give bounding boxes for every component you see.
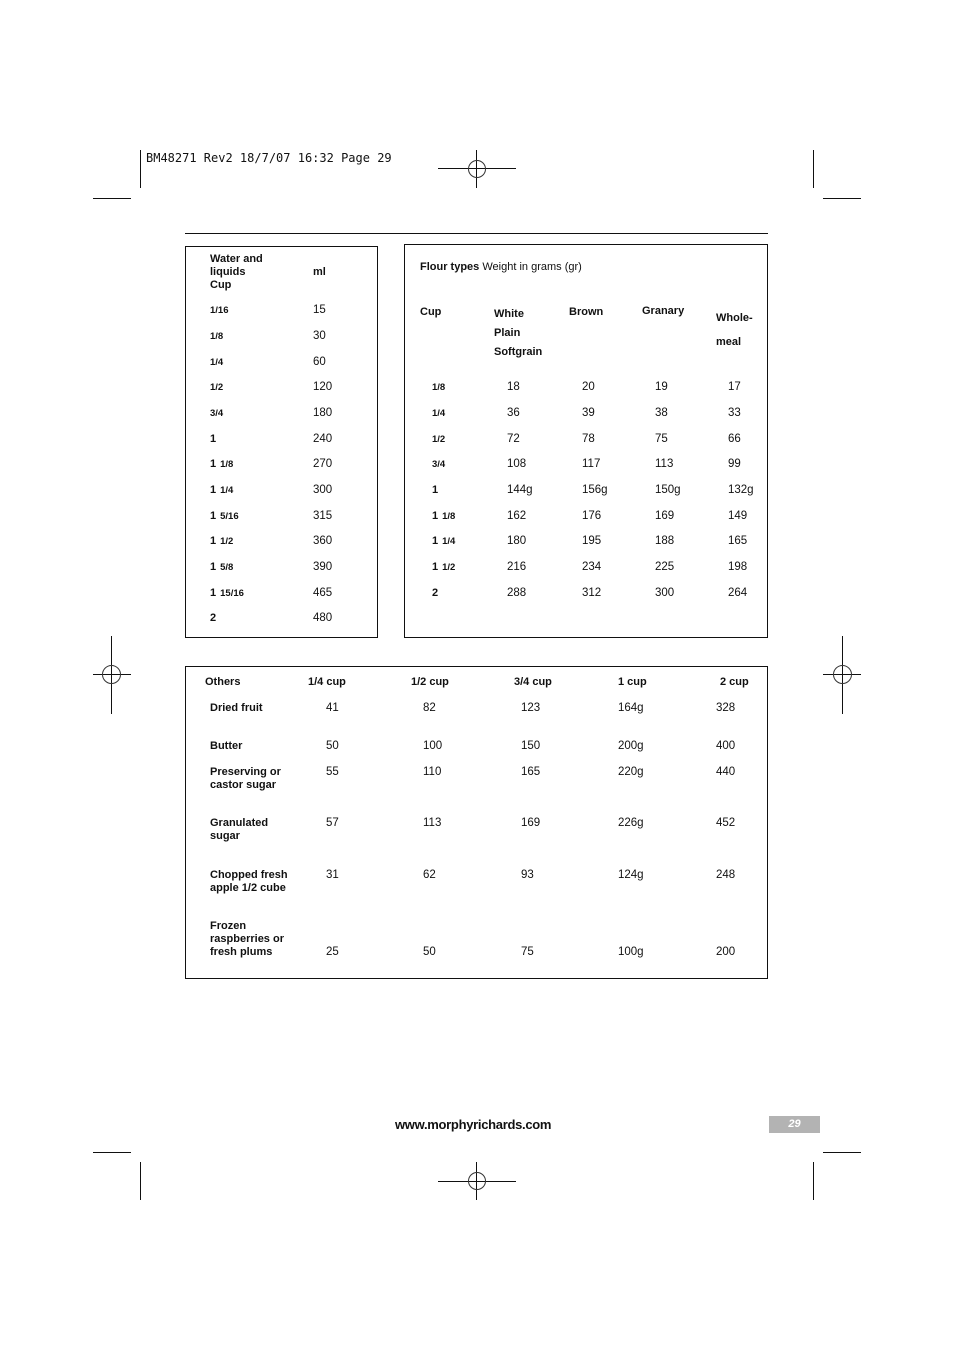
ingredient-value: 55 — [326, 766, 339, 778]
ingredient-value: 31 — [326, 869, 339, 881]
flour-header-line: Softgrain — [494, 346, 543, 358]
registration-mark-right — [823, 636, 861, 714]
crop-mark — [140, 150, 141, 188]
cup-measure — [210, 304, 229, 317]
cup-whole: 1 — [432, 535, 439, 547]
flour-granary-value: 225 — [655, 561, 675, 573]
cup-fraction: 3/4 — [210, 408, 224, 419]
cup-measure — [210, 510, 239, 523]
ingredient-value: 100g — [618, 946, 644, 958]
ingredient-value: 75 — [521, 946, 534, 958]
ingredient-label — [210, 817, 268, 843]
cup-fraction: 1/8 — [220, 459, 234, 470]
ingredient-value: 452 — [716, 817, 736, 829]
flour-wholemeal-value: 33 — [728, 407, 741, 419]
ingredient-value: 82 — [423, 702, 436, 714]
flour-wholemeal-value: 149 — [728, 510, 748, 522]
cup-measure — [210, 381, 223, 394]
crop-mark — [93, 1152, 131, 1153]
ingredient-label-line: Granulated — [210, 817, 269, 829]
flour-wholemeal-value: 99 — [728, 458, 741, 470]
flour-wholemeal-value: 17 — [728, 381, 741, 393]
ingredient-label-line: apple 1/2 cube — [210, 882, 286, 894]
liquids-header-line: liquids — [210, 266, 246, 278]
flour-granary-value: 169 — [655, 510, 675, 522]
ml-value: 390 — [313, 561, 333, 573]
ml-value: 300 — [313, 484, 333, 496]
ingredient-value: 150 — [521, 740, 541, 752]
ingredient-value: 62 — [423, 869, 436, 881]
ingredient-value: 165 — [521, 766, 541, 778]
flour-header-line: Whole- — [716, 312, 753, 324]
crop-mark — [823, 198, 861, 199]
ml-value: 315 — [313, 510, 333, 522]
ingredient-value: 248 — [716, 869, 736, 881]
cup-measure — [432, 407, 445, 420]
flour-wholemeal-value: 66 — [728, 433, 741, 445]
cup-fraction: 1/16 — [210, 305, 229, 316]
cup-measure — [210, 535, 233, 548]
liquids-header-ml: ml — [313, 266, 326, 278]
ingredient-label — [210, 740, 242, 753]
flour-header-white — [494, 305, 542, 362]
ingredient-label-line: Preserving or — [210, 766, 281, 778]
cup-whole: 2 — [432, 587, 439, 599]
ingredient-value: 164g — [618, 702, 644, 714]
flour-granary-value: 75 — [655, 433, 668, 445]
flour-brown-value: 117 — [582, 458, 601, 470]
flour-brown-value: 20 — [582, 381, 595, 393]
flour-granary-value: 150g — [655, 484, 681, 496]
crop-mark — [140, 1162, 141, 1200]
cup-measure — [432, 484, 442, 497]
flour-white-value: 180 — [507, 535, 527, 547]
registration-mark-left — [93, 636, 131, 714]
flour-title — [420, 261, 582, 274]
cup-measure — [210, 561, 233, 574]
ingredient-value: 41 — [326, 702, 339, 714]
flour-white-value: 36 — [507, 407, 520, 419]
ingredient-label-line: Butter — [210, 740, 243, 752]
ingredient-label-line: Chopped fresh — [210, 869, 288, 881]
cup-whole: 1 — [432, 484, 439, 496]
cup-fraction: 1/4 — [432, 408, 446, 419]
ingredient-value: 93 — [521, 869, 534, 881]
ml-value: 270 — [313, 458, 333, 470]
cup-measure — [432, 458, 445, 471]
cup-measure — [210, 484, 233, 497]
cup-whole: 1 — [210, 433, 217, 445]
flour-title-bold: Flour types — [420, 261, 480, 273]
ml-value: 240 — [313, 433, 333, 445]
ingredient-value: 123 — [521, 702, 541, 714]
flour-white-value: 18 — [507, 381, 520, 393]
crop-mark — [93, 198, 131, 199]
flour-brown-value: 78 — [582, 433, 595, 445]
cup-fraction: 1/2 — [220, 536, 234, 547]
cup-whole: 1 — [210, 535, 217, 547]
print-slug: BM48271 Rev2 18/7/07 16:32 Page 29 — [146, 151, 392, 165]
others-header-col: 1 cup — [618, 676, 647, 688]
cup-whole: 1 — [432, 510, 439, 522]
cup-fraction: 1/8 — [432, 382, 446, 393]
flour-brown-value: 312 — [582, 587, 602, 599]
flour-header-line: meal — [716, 336, 742, 348]
liquids-header-line: Water and — [210, 253, 263, 265]
ingredient-label-line: Frozen — [210, 920, 247, 932]
ingredient-label-line: sugar — [210, 830, 240, 842]
others-header-col: 2 cup — [720, 676, 749, 688]
ingredient-value: 57 — [326, 817, 339, 829]
cup-fraction: 3/4 — [432, 459, 446, 470]
ingredient-value: 200g — [618, 740, 644, 752]
cup-measure — [432, 587, 442, 600]
cup-fraction: 5/8 — [220, 562, 234, 573]
cup-measure — [210, 612, 220, 625]
crop-mark — [813, 1162, 814, 1200]
flour-white-value: 216 — [507, 561, 527, 573]
ingredient-value: 169 — [521, 817, 541, 829]
flour-granary-value: 300 — [655, 587, 675, 599]
ml-value: 480 — [313, 612, 333, 624]
flour-brown-value: 156g — [582, 484, 608, 496]
cup-measure — [432, 561, 455, 574]
ingredient-label — [210, 766, 281, 792]
ingredient-value: 226g — [618, 817, 644, 829]
ingredient-label-line: castor sugar — [210, 779, 277, 791]
website-url[interactable]: www.morphyrichards.com — [395, 1117, 552, 1132]
flour-white-value: 162 — [507, 510, 527, 522]
ingredient-value: 110 — [423, 766, 442, 778]
ingredient-label-line: Dried fruit — [210, 702, 263, 714]
cup-fraction: 1/2 — [442, 562, 456, 573]
ingredient-label-line: fresh plums — [210, 946, 273, 958]
cup-fraction: 1/4 — [442, 536, 456, 547]
flour-header-line: White — [494, 308, 524, 320]
cup-measure — [432, 381, 445, 394]
ingredient-value: 440 — [716, 766, 736, 778]
flour-white-value: 144g — [507, 484, 533, 496]
liquids-header-label — [210, 253, 263, 292]
flour-wholemeal-value: 198 — [728, 561, 748, 573]
others-header-col: 1/4 cup — [308, 676, 346, 688]
cup-fraction: 1/2 — [210, 382, 224, 393]
cup-whole: 1 — [432, 561, 439, 573]
ingredient-label-line: raspberries or — [210, 933, 284, 945]
page-number-badge — [769, 1116, 820, 1133]
flour-wholemeal-value: 132g — [728, 484, 754, 496]
ml-value: 60 — [313, 356, 326, 368]
cup-fraction: 1/8 — [442, 511, 456, 522]
flour-granary-value: 19 — [655, 381, 668, 393]
ingredient-value: 50 — [423, 946, 436, 958]
ingredient-value: 50 — [326, 740, 339, 752]
flour-header-brown: Brown — [569, 306, 604, 318]
others-header-label: Others — [205, 676, 241, 688]
ingredient-value: 400 — [716, 740, 736, 752]
cup-measure — [210, 330, 223, 343]
ingredient-value: 100 — [423, 740, 443, 752]
ingredient-value: 124g — [618, 869, 644, 881]
flour-brown-value: 195 — [582, 535, 602, 547]
crop-mark — [813, 150, 814, 188]
ingredient-value: 328 — [716, 702, 736, 714]
cup-measure — [210, 458, 233, 471]
flour-header-line: Plain — [494, 327, 521, 339]
ingredient-value: 220g — [618, 766, 644, 778]
ingredient-value: 25 — [326, 946, 339, 958]
cup-measure — [432, 510, 455, 523]
registration-mark-bottom — [438, 1162, 516, 1200]
flour-brown-value: 39 — [582, 407, 595, 419]
ingredient-label — [210, 869, 288, 895]
flour-white-value: 288 — [507, 587, 527, 599]
cup-fraction: 1/8 — [210, 331, 224, 342]
flour-granary-value: 113 — [655, 458, 674, 470]
flour-title-rest: Weight in grams (gr) — [482, 261, 582, 273]
flour-wholemeal-value: 264 — [728, 587, 748, 599]
flour-white-value: 108 — [507, 458, 527, 470]
cup-measure — [210, 587, 244, 600]
cup-fraction: 1/4 — [220, 485, 234, 496]
ml-value: 465 — [313, 587, 333, 599]
cup-whole: 1 — [210, 587, 217, 599]
ml-value: 30 — [313, 330, 326, 342]
cup-whole: 1 — [210, 510, 217, 522]
flour-header-cup: Cup — [420, 306, 442, 318]
ingredient-label — [210, 920, 284, 959]
ml-value: 15 — [313, 304, 326, 316]
cup-measure — [210, 407, 223, 420]
others-header-col: 3/4 cup — [514, 676, 552, 688]
ml-value: 120 — [313, 381, 333, 393]
cup-measure — [210, 356, 223, 369]
registration-mark-top — [438, 150, 516, 188]
ingredient-label — [210, 702, 263, 715]
flour-granary-value: 188 — [655, 535, 675, 547]
flour-header-wholemeal — [716, 306, 753, 354]
flour-wholemeal-value: 165 — [728, 535, 748, 547]
crop-mark — [823, 1152, 861, 1153]
ml-value: 360 — [313, 535, 333, 547]
cup-fraction: 1/2 — [432, 434, 446, 445]
flour-white-value: 72 — [507, 433, 520, 445]
cup-measure — [432, 433, 445, 446]
cup-fraction: 1/4 — [210, 357, 224, 368]
top-rule — [185, 233, 768, 234]
cup-whole: 1 — [210, 561, 217, 573]
ingredient-value: 113 — [423, 817, 442, 829]
others-header-col: 1/2 cup — [411, 676, 449, 688]
cup-fraction: 5/16 — [220, 511, 239, 522]
flour-brown-value: 234 — [582, 561, 602, 573]
cup-whole: 1 — [210, 458, 217, 470]
page-number: 29 — [788, 1118, 801, 1130]
flour-granary-value: 38 — [655, 407, 668, 419]
liquids-header-line: Cup — [210, 279, 232, 291]
flour-brown-value: 176 — [582, 510, 602, 522]
flour-header-granary: Granary — [642, 305, 685, 317]
cup-measure — [210, 433, 220, 446]
cup-measure — [432, 535, 455, 548]
ml-value: 180 — [313, 407, 333, 419]
cup-fraction: 15/16 — [220, 588, 244, 599]
cup-whole: 1 — [210, 484, 217, 496]
ingredient-value: 200 — [716, 946, 736, 958]
cup-whole: 2 — [210, 612, 217, 624]
